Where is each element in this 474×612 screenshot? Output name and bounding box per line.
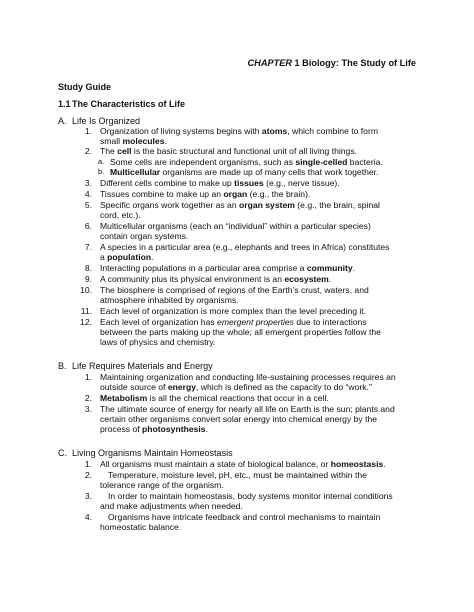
item-text: certain other organisms convert solar energy into chemical energy by the: [100, 414, 378, 424]
sub-text: Some cells are independent organisms, such as single-celled bacteria.: [110, 157, 383, 167]
item-number: 9.: [84, 274, 92, 284]
item-number: 12.: [80, 317, 92, 327]
item-number: 2.: [84, 146, 92, 156]
heading-title: Life Is Organized: [72, 116, 141, 126]
heading-title: Life Requires Materials and Energy: [72, 361, 213, 371]
heading-letter: C.: [58, 448, 67, 458]
item-text: a population.: [100, 252, 154, 262]
item-number: 2.: [84, 393, 92, 403]
heading-c: [58, 448, 233, 458]
item-text: and make adjustments when needed.: [100, 501, 243, 511]
item-number: 1.: [84, 126, 92, 136]
item-number: 3.: [84, 491, 92, 501]
item-number: 7.: [84, 242, 92, 252]
item-text: homeostatic balance.: [100, 522, 182, 532]
sub-text: Multicellular organisms are made up of many cells that work together.: [110, 167, 379, 177]
item-text: atmosphere inhabited by organisms.: [100, 295, 239, 305]
item-text: laws of physics and chemistry.: [100, 337, 216, 347]
chapter-word: CHAPTER: [247, 58, 292, 68]
item-number: 5.: [84, 200, 92, 210]
item-text: Tissues combine to make up an organ (e.g., the brain).: [100, 189, 311, 199]
item-text: Different cells combine to make up tissues (e.g., nerve tissue).: [100, 178, 340, 188]
item-text: Specific organs work together as an organ system (e.g., the brain, spinal: [100, 200, 380, 210]
heading-a: [58, 116, 140, 126]
heading-letter: A.: [58, 116, 67, 126]
item-text: Each level of organization has emergent properties due to interactions: [100, 317, 367, 327]
study-guide-heading: Study Guide: [58, 82, 112, 92]
item-text: tolerance range of the organism.: [100, 480, 224, 490]
heading-b: [58, 361, 213, 371]
item-number: 3.: [84, 404, 92, 414]
item-number: 6.: [84, 221, 92, 231]
item-text: contain organ systems.: [100, 231, 189, 241]
item-text: Interacting populations in a particular area comprise a community.: [100, 263, 356, 273]
item-number: 4.: [84, 512, 92, 522]
item-text: All organisms must maintain a state of biological balance, or homeostasis.: [100, 459, 386, 469]
chapter-title: 1 Biology: The Study of Life: [291, 58, 416, 68]
item-text: The biosphere is comprised of regions of the Earth’s crust, waters, and: [100, 285, 369, 295]
section-title: The Characteristics of Life: [72, 99, 186, 109]
heading-title: Living Organisms Maintain Homeostasis: [72, 448, 233, 458]
item-number: 10.: [80, 285, 92, 295]
item-text: Maintaining organization and conducting life-sustaining processes requires an: [100, 372, 396, 382]
item-number: 11.: [80, 306, 92, 316]
item-number: 1.: [84, 459, 92, 469]
item-number: 2.: [84, 470, 92, 480]
item-number: 4.: [84, 189, 92, 199]
item-text: Organization of living systems begins with atoms, which combine to form: [100, 126, 378, 136]
item-text: The cell is the basic structural and functional unit of all living things.: [100, 146, 358, 156]
sub-letter: a.: [98, 157, 105, 166]
item-text: A community plus its physical environment is an ecosystem.: [100, 274, 332, 284]
item-text: Multicellular organisms (each an “individual” within a particular species): [100, 221, 371, 231]
item-text: In order to maintain homeostasis, body systems monitor internal conditions: [108, 491, 393, 501]
item-number: 8.: [84, 263, 92, 273]
item-text: process of photosynthesis.: [100, 424, 208, 434]
item-text: A species in a particular area (e.g., elephants and trees in Africa) constitutes: [100, 242, 390, 252]
item-text: Organisms have intricate feedback and control mechanisms to maintain: [108, 512, 381, 522]
item-number: 1.: [84, 372, 92, 382]
item-text: Temperature, moisture level, pH, etc., must be maintained within the: [108, 470, 367, 480]
item-text: small molecules.: [100, 136, 167, 146]
section-number: 1.1: [58, 99, 71, 109]
item-number: 3.: [84, 178, 92, 188]
section-heading: [58, 99, 185, 109]
chapter-header: [248, 58, 416, 68]
item-text: cord, etc.).: [100, 210, 141, 220]
item-text: between the parts making up the whole; all emergent properties follow the: [100, 327, 381, 337]
sub-letter: b.: [98, 167, 105, 176]
heading-letter: B.: [58, 361, 67, 371]
item-text: Metabolism is all the chemical reactions that occur in a cell.: [100, 393, 329, 403]
item-text: outside source of energy, which is defined as the capacity to do “work.”: [100, 382, 372, 392]
item-text: The ultimate source of energy for nearly all life on Earth is the sun; plants and: [100, 404, 395, 414]
item-text: Each level of organization is more complex than the level preceding it.: [100, 306, 367, 316]
